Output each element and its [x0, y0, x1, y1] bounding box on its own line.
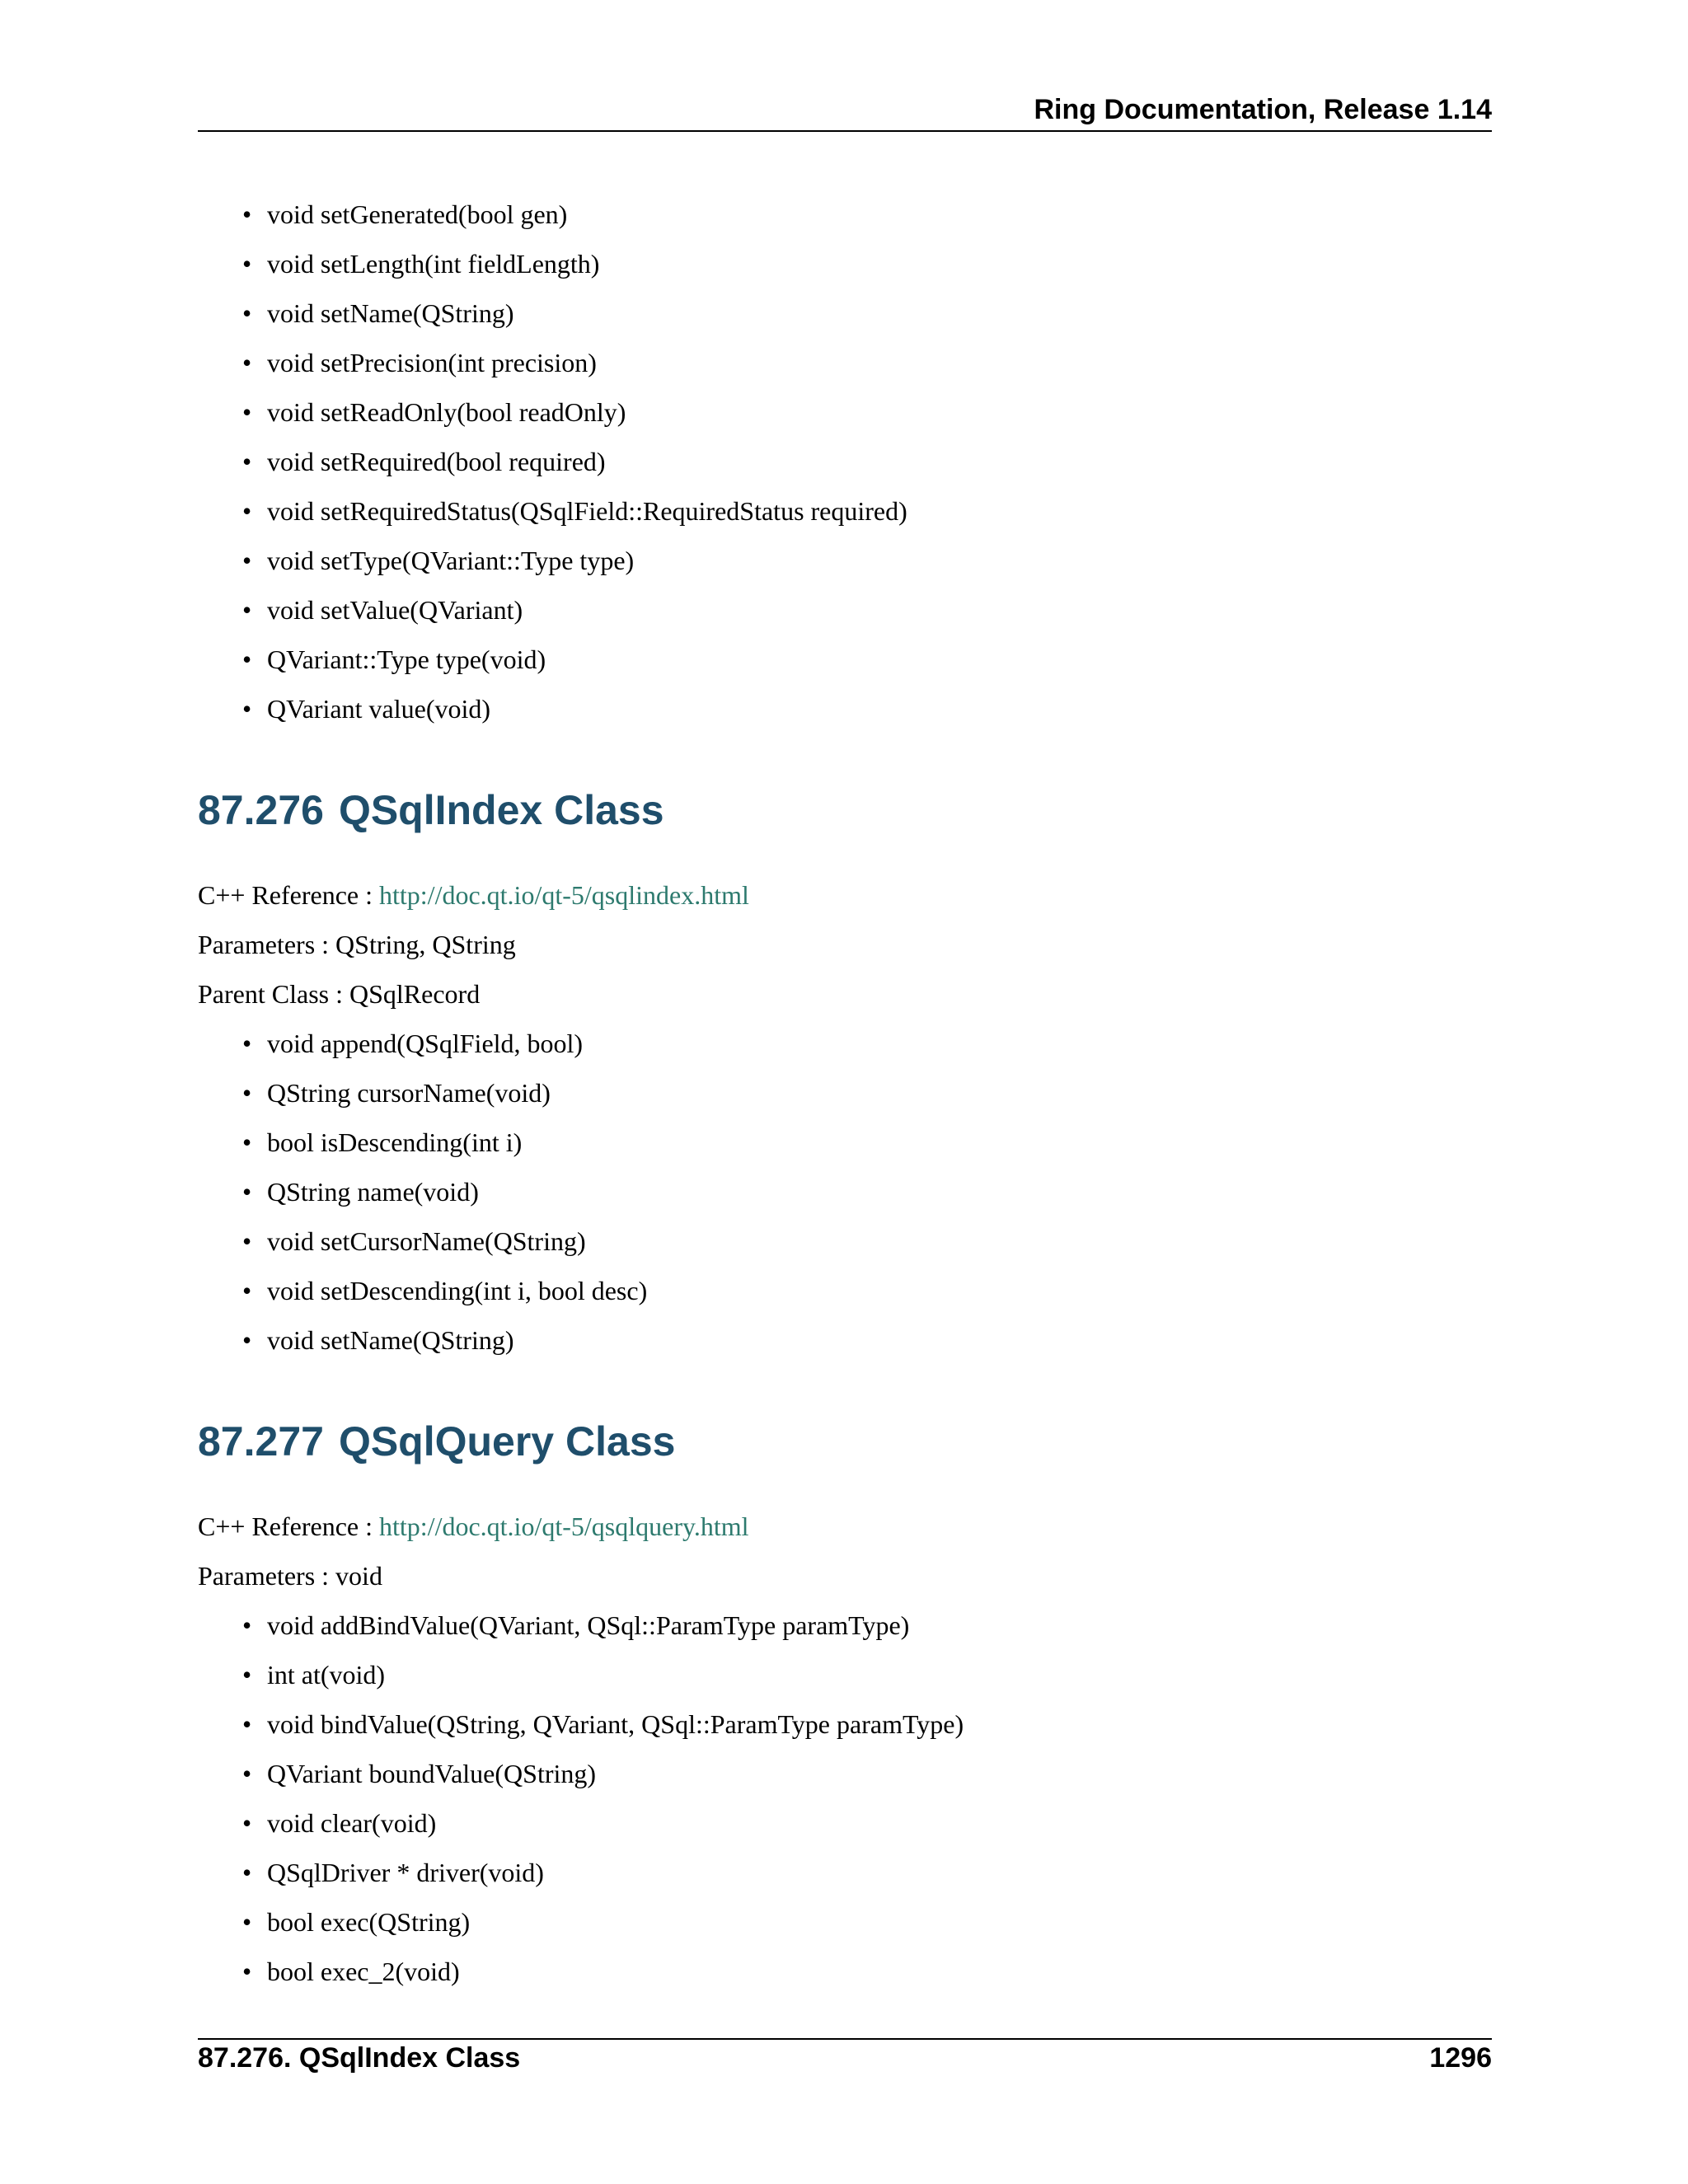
method-signature: QVariant boundValue(QString) — [267, 1759, 597, 1788]
list-item — [198, 387, 1492, 437]
method-signature: int at(void) — [267, 1660, 386, 1690]
bullet-icon: • — [242, 1957, 252, 1986]
bullet-icon: • — [242, 595, 252, 625]
section-number: 87.277 — [198, 1418, 324, 1465]
section-title: QSqlIndex Class — [338, 787, 664, 833]
cpp-reference-label: C++ Reference : — [198, 880, 379, 910]
list-item — [198, 1601, 1492, 1650]
section-heading — [198, 787, 1492, 833]
list-item — [198, 437, 1492, 486]
bullet-icon: • — [242, 1907, 252, 1937]
bullet-icon: • — [242, 1226, 252, 1256]
method-signature: QVariant value(void) — [267, 694, 491, 724]
method-signature: void bindValue(QString, QVariant, QSql::ParamType paramType) — [267, 1709, 964, 1739]
cpp-reference-line — [198, 1502, 1492, 1551]
list-item — [198, 288, 1492, 338]
bullet-icon: • — [242, 1610, 252, 1640]
list-item — [198, 1019, 1492, 1068]
method-signature: void addBindValue(QVariant, QSql::ParamType paramType) — [267, 1610, 910, 1640]
cpp-reference-label: C++ Reference : — [198, 1511, 379, 1541]
bullet-icon: • — [242, 1177, 252, 1207]
list-item — [198, 1167, 1492, 1216]
cpp-reference-link[interactable]: http://doc.qt.io/qt-5/qsqlindex.html — [379, 880, 749, 910]
list-item — [198, 585, 1492, 635]
method-signature: bool exec(QString) — [267, 1907, 471, 1937]
method-signature: QString cursorName(void) — [267, 1078, 551, 1108]
list-item — [198, 1947, 1492, 1996]
bullet-icon: • — [242, 496, 252, 526]
section-qsqlquery — [198, 1418, 1492, 1465]
list-item — [198, 1068, 1492, 1118]
list-item — [198, 1848, 1492, 1897]
method-signature: QVariant::Type type(void) — [267, 644, 546, 674]
method-signature: void setGenerated(bool gen) — [267, 199, 568, 229]
parameters-line: Parameters : void — [198, 1561, 382, 1591]
method-signature: bool exec_2(void) — [267, 1957, 460, 1986]
list-item — [198, 338, 1492, 387]
section-heading — [198, 1418, 1492, 1465]
parent-class-line: Parent Class : QSqlRecord — [198, 979, 481, 1009]
list-item — [198, 1216, 1492, 1266]
running-header-title: Ring Documentation, Release 1.14 — [1034, 94, 1492, 125]
footer-page-number: 1296 — [1429, 2042, 1492, 2074]
method-list — [198, 190, 1492, 733]
method-signature: void setPrecision(int precision) — [267, 348, 597, 377]
method-list — [198, 1019, 1492, 1365]
list-item — [198, 1315, 1492, 1365]
method-signature: void setDescending(int i, bool desc) — [267, 1276, 648, 1305]
method-signature: void setType(QVariant::Type type) — [267, 546, 635, 575]
bullet-icon: • — [242, 1709, 252, 1739]
method-signature: void setValue(QVariant) — [267, 595, 523, 625]
list-item — [198, 684, 1492, 733]
list-item — [198, 239, 1492, 288]
section-qsqlindex — [198, 787, 1492, 833]
bullet-icon: • — [242, 546, 252, 575]
bullet-icon: • — [242, 1759, 252, 1788]
method-signature: void setName(QString) — [267, 298, 514, 328]
bullet-icon: • — [242, 298, 252, 328]
header-rule — [198, 130, 1492, 132]
footer-rule — [198, 2038, 1492, 2040]
method-signature: void setCursorName(QString) — [267, 1226, 586, 1256]
cpp-reference-link[interactable]: http://doc.qt.io/qt-5/qsqlquery.html — [379, 1511, 749, 1541]
bullet-icon: • — [242, 249, 252, 279]
method-list — [198, 1601, 1492, 1996]
bullet-icon: • — [242, 1029, 252, 1058]
bullet-icon: • — [242, 348, 252, 377]
section-title: QSqlQuery Class — [338, 1418, 676, 1465]
bullet-icon: • — [242, 199, 252, 229]
bullet-icon: • — [242, 447, 252, 476]
parameters-line: Parameters : QString, QString — [198, 930, 516, 959]
list-item — [198, 536, 1492, 585]
list-item — [198, 1118, 1492, 1167]
method-signature: void setRequiredStatus(QSqlField::RequiredStatus required) — [267, 496, 907, 526]
bullet-icon: • — [242, 1325, 252, 1355]
method-signature: QSqlDriver * driver(void) — [267, 1858, 544, 1887]
list-item — [198, 486, 1492, 536]
section-qsqlindex-body — [198, 870, 1492, 1365]
method-signature: bool isDescending(int i) — [267, 1127, 523, 1157]
bullet-icon: • — [242, 1078, 252, 1108]
section-qsqlquery-body — [198, 1502, 1492, 1996]
bullet-icon: • — [242, 1858, 252, 1887]
continued-method-list — [198, 190, 1492, 733]
method-signature: QString name(void) — [267, 1177, 479, 1207]
list-item — [198, 1266, 1492, 1315]
bullet-icon: • — [242, 1276, 252, 1305]
method-signature: void setRequired(bool required) — [267, 447, 606, 476]
bullet-icon: • — [242, 694, 252, 724]
list-item — [198, 1749, 1492, 1798]
method-signature: void setReadOnly(bool readOnly) — [267, 397, 626, 427]
list-item — [198, 1798, 1492, 1848]
bullet-icon: • — [242, 1660, 252, 1690]
method-signature: void clear(void) — [267, 1808, 437, 1838]
list-item — [198, 1897, 1492, 1947]
bullet-icon: • — [242, 644, 252, 674]
list-item — [198, 190, 1492, 239]
footer-section-title: 87.276. QSqlIndex Class — [198, 2042, 521, 2074]
list-item — [198, 1699, 1492, 1749]
section-number: 87.276 — [198, 787, 324, 833]
list-item — [198, 635, 1492, 684]
method-signature: void setLength(int fieldLength) — [267, 249, 600, 279]
method-signature: void setName(QString) — [267, 1325, 514, 1355]
method-signature: void append(QSqlField, bool) — [267, 1029, 584, 1058]
cpp-reference-line — [198, 870, 1492, 920]
bullet-icon: • — [242, 1127, 252, 1157]
bullet-icon: • — [242, 1808, 252, 1838]
list-item — [198, 1650, 1492, 1699]
bullet-icon: • — [242, 397, 252, 427]
